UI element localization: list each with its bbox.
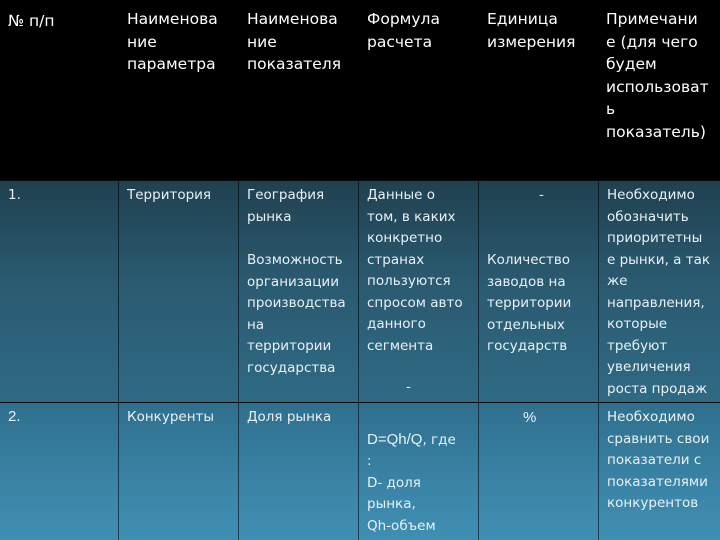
table-row: [0, 180, 720, 402]
row-divider: [0, 402, 720, 403]
row1-note: Необходимо обозначить приоритетны е рынки, а так же направления, которые требуют увеличения роста продаж: [607, 187, 711, 397]
row2-formula-description: : D- доля рынка, Qh-объем: [367, 453, 436, 534]
row1-unit-factories: Количество заводов на территории отдельных государств: [487, 252, 572, 354]
row1-formula: Данные о том, в каких конкретно странах пользуются спросом авто данного сегмента: [367, 187, 463, 354]
row2-note: Необходимо сравнить свои показатели с показателями конкурентов: [607, 409, 710, 511]
row2-indicator: Доля рынка: [247, 409, 332, 425]
row2-formula-main: D=Qh/Q: [367, 431, 423, 448]
row1-indicator-production: Возможность организации производства на территории государства: [247, 252, 346, 376]
row1-parameter: Территория: [127, 187, 212, 203]
header-parameter-name: Наименова ние параметра: [127, 10, 218, 73]
table-row: [0, 402, 720, 540]
row1-unit-dash: -: [539, 187, 544, 203]
header-note: Примечани е (для чего будем использоват ь показатель): [606, 10, 709, 141]
row1-formula-dash: -: [406, 379, 411, 395]
table-header-row: [0, 0, 720, 180]
header-unit: Единица измерения: [487, 10, 576, 51]
header-formula: Формула расчета: [367, 10, 440, 51]
row1-number: 1.: [8, 187, 21, 203]
row1-indicator-geography: География рынка: [247, 187, 325, 225]
row2-unit: %: [523, 409, 537, 426]
header-number: № п/п: [8, 12, 55, 30]
row2-number: 2.: [8, 408, 21, 425]
header-indicator-name: Наименова ние показателя: [247, 10, 342, 73]
row2-formula-line: [367, 429, 456, 452]
row-divider: [0, 180, 720, 181]
row2-parameter: Конкуренты: [127, 409, 215, 425]
row2-formula-where: , где: [422, 432, 456, 448]
